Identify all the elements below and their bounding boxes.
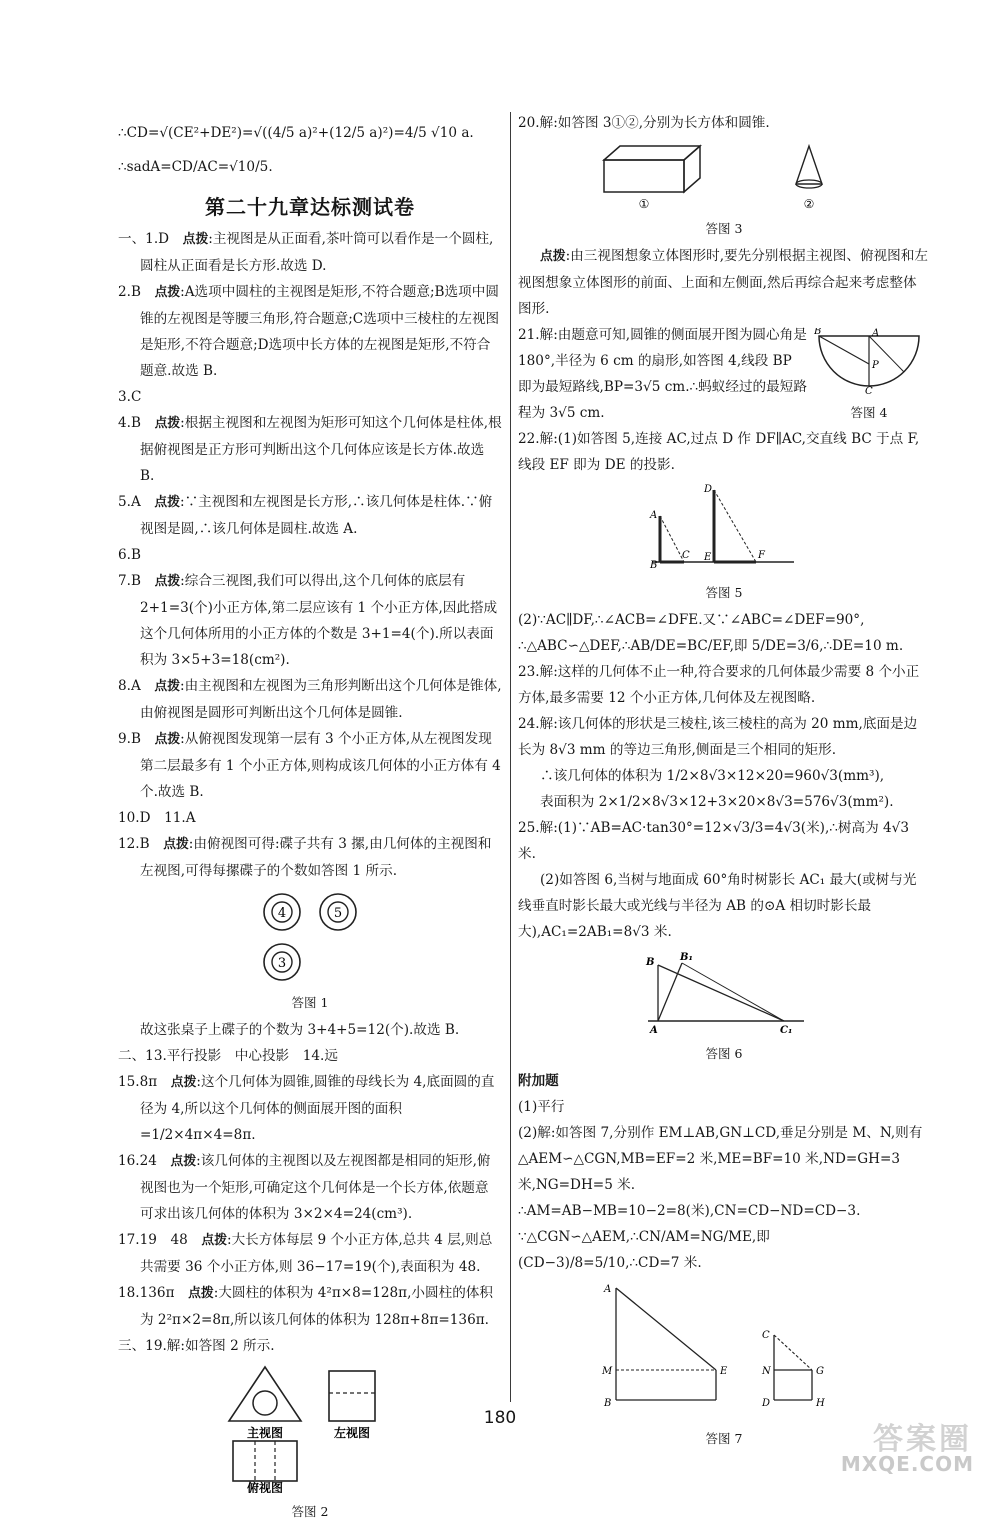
cuboid-label: ①	[638, 197, 650, 210]
figure-5-caption: 答图 5	[705, 585, 743, 600]
fig6-C1: C₁	[780, 1025, 793, 1035]
answer-24: 24.解:该几何体的形状是三棱柱,该三棱柱的高为 20 mm,底面是边长为 8√3 mm 的等边三角形,侧面是三个相同的矩形.	[518, 716, 918, 758]
answer-23: 23.解:这样的几何体不止一种,符合要求的几何体最少需要 8 个小正方体,最多需要 12 个小正方体,几何体及左视图略.	[518, 664, 920, 706]
figure-3	[518, 140, 930, 239]
answer-20-hint: 点拨:由三视图想象立体图形时,要先分别根据主视图、俯视图和左视图想象立体图形的前面、上面和左侧面,然后再综合起来考虑整体图形.	[518, 248, 928, 317]
figure-5	[518, 482, 930, 603]
watermark-logo: 答案圈	[873, 1422, 972, 1457]
column-divider	[510, 112, 511, 1402]
tree-pole-diagram	[594, 1280, 854, 1420]
cone-label: ②	[803, 197, 815, 210]
fig6-A: A	[650, 1025, 658, 1035]
fig5-E: E	[704, 552, 712, 563]
sector-diagram	[814, 328, 924, 394]
extra-1: (1)平行	[518, 1099, 565, 1115]
left-column	[118, 110, 502, 1526]
fig7-E: E	[720, 1366, 728, 1377]
figure-2-caption: 答图 2	[291, 1504, 329, 1519]
figure-6-caption: 答图 6	[705, 1046, 743, 1061]
figure-2	[118, 1363, 502, 1522]
fig5-A: A	[650, 510, 658, 521]
answer-20: 20.解:如答图 3①②,分别为长方体和圆锥.	[518, 115, 770, 131]
label-A: A	[872, 328, 880, 339]
fig7-C: C	[762, 1330, 770, 1341]
fig6-B1: B₁	[680, 952, 693, 963]
answer-12-conclusion: 故这张桌子上碟子的个数为 3+4+5=12(个).故选 B.	[140, 1022, 460, 1038]
answer-10-11: 10.D 11.A	[118, 810, 196, 826]
plate-label-4: 4	[277, 906, 287, 921]
three-views-diagram	[225, 1363, 395, 1493]
answer-17: 17.19 48 点拨:大长方体每层 9 个小正方体,总共 4 层,则总共需要 36 个小正方体,则 36−17=19(个),表面积为 48.	[118, 1232, 493, 1275]
answer-19: 三、19.解:如答图 2 所示.	[118, 1338, 275, 1354]
tree-shadow-diagram	[634, 949, 814, 1035]
figure-7-caption: 答图 7	[705, 1431, 743, 1446]
figure-6	[518, 949, 930, 1064]
answer-13-14: 二、13.平行投影 中心投影 14.远	[118, 1048, 338, 1064]
answer-9: 9.B 点拨:从俯视图发现第一层有 3 个小正方体,从左视图发现第二层最多有 1 个小正方体,则构成该几何体的小正方体有 4 个.故选 B.	[118, 731, 501, 800]
answer-15: 15.8π 点拨:这个几何体为圆锥,圆锥的母线长为 4,底面圆的直径为 4,所以这个几何体的侧面展开图的面积=1/2×4π×4=8π.	[118, 1074, 495, 1143]
fig5-B: B	[650, 560, 658, 571]
fig6-B: B	[646, 957, 655, 968]
fig7-M: M	[602, 1366, 613, 1377]
answer-16: 16.24 点拨:该几何体的主视图以及左视图都是相同的矩形,俯视图也为一个矩形,可确定这个几何体是一个长方体,依题意可求出该几何体的体积为 3×2×4=24(cm³).	[118, 1153, 491, 1222]
chapter-title: 第二十九章达标测试卷	[205, 195, 415, 219]
figure-3-caption: 答图 3	[705, 221, 743, 236]
fig7-D: D	[762, 1398, 771, 1409]
label-P: P	[872, 360, 879, 371]
shadow-diagram	[644, 482, 804, 574]
answer-21-block	[518, 322, 930, 426]
fig7-H: H	[816, 1398, 825, 1409]
answer-7: 7.B 点拨:综合三视图,我们可以得出,这个几何体的底层有 2+1=3(个)小正方体,第二层应该有 1 个小正方体,因此搭成这个几何体所用的小正方体的个数是 3+1=4(个).所以表面积为 3×5+3=18(cm²).	[118, 573, 498, 668]
answer-6: 6.B	[118, 547, 141, 563]
answer-2: 2.B 点拨:A选项中圆柱的主视图是矩形,不符合题意;B选项中圆锥的左视图是等腰三角形,符合题意;C选项中三棱柱的左视图是矩形,不符合题意;D选项中长方体的左视图是矩形,不符合题意.故选 B.	[118, 284, 500, 379]
figure-1	[118, 888, 502, 1013]
plates-diagram	[250, 888, 370, 984]
fig7-G: G	[816, 1366, 824, 1377]
answer-3: 3.C	[118, 389, 142, 405]
answer-8: 8.A 点拨:由主视图和左视图为三角形判断出这个几何体是锥体,由俯视图是圆形可判断出这个几何体是圆锥.	[118, 678, 502, 721]
figure-4	[814, 328, 924, 423]
fig5-F: F	[758, 550, 765, 561]
label-B: B	[814, 328, 822, 337]
answer-25: 25.解:(1)∵AB=AC·tan30°=12×√3/3=4√3(米),∴树高为 4√3 米.	[518, 820, 909, 862]
fig7-N: N	[762, 1366, 771, 1377]
answer-22: 22.解:(1)如答图 5,连接 AC,过点 D 作 DF∥AC,交直线 BC 于点 F,线段 EF 即为 DE 的投影.	[518, 431, 920, 473]
extra-3: ∴AM=AB−MB=10−2=8(米),CN=CD−ND=CD−3.	[518, 1203, 861, 1219]
extra-2: (2)解:如答图 7,分别作 EM⊥AB,GN⊥CD,垂足分别是 M、N,则有△AEM∽△CGN,MB=EF=2 米,ME=BF=10 米,ND=GH=3 米,NG=DH=5 米.	[518, 1125, 923, 1193]
answer-1: 一、1.D 点拨:主视图是从正面看,茶叶筒可以看作是一个圆柱,圆柱从正面看是长方形.故选 D.	[118, 231, 494, 274]
answer-21: 21.解:由题意可知,圆锥的侧面展开图为圆心角是 180°,半径为 6 cm 的扇形,如答图 4,线段 BP 即为最短路线,BP=3√5 cm.∴蚂蚁经过的最短路程为 3√5 cm.	[518, 327, 807, 421]
plate-label-3: 3	[277, 956, 287, 971]
answer-22-part3: ∴△ABC∽△DEF,∴AB/DE=BC/EF,即 5/DE=3/6,∴DE=10 m.	[518, 638, 904, 654]
fig7-B: B	[604, 1398, 612, 1409]
answer-24-area: 表面积为 2×1/2×8√3×12+3×20×8√3=576√3(mm²).	[540, 794, 894, 810]
answer-25-part2: (2)如答图 6,当树与地面成 60°角时树影长 AC₁ 最大(或树与光线垂直时影长最大或光线与半径为 AB 的⊙A 相切时影长最大),AC₁=2AB₁=8√3 米.	[518, 872, 917, 940]
main-view-label: 主视图	[246, 1426, 284, 1440]
cuboid-cone-diagram	[594, 140, 854, 210]
answer-18: 18.136π 点拨:大圆柱的体积为 4²π×8=128π,小圆柱的体积为 2²π×2=8π,所以该几何体的体积为 128π+8π=136π.	[118, 1285, 493, 1328]
answer-12: 12.B 点拨:由俯视图可得:碟子共有 3 摞,由几何体的主视图和左视图,可得每摞碟子的个数如答图 1 所示.	[118, 836, 492, 879]
answer-24-volume: ∴该几何体的体积为 1/2×8√3×12×20=960√3(mm³),	[540, 768, 885, 784]
extra-4: ∵△CGN∽△AEM,∴CN/AM=NG/ME,即 (CD−3)/8=5/10,∴CD=7 米.	[518, 1229, 770, 1271]
label-C: C	[865, 386, 873, 394]
answer-4: 4.B 点拨:根据主视图和左视图为矩形可知这个几何体是柱体,根据俯视图是正方形可判断出这个几何体应该是长方体.故选 B.	[118, 415, 502, 484]
figure-4-caption: 答图 4	[850, 405, 888, 420]
right-column	[518, 110, 930, 1453]
fig5-C: C	[682, 550, 690, 561]
answer-5: 5.A 点拨:∵主视图和左视图是长方形,∴该几何体是柱体.∵俯视图是圆,∴该几何体是圆柱.故选 A.	[118, 494, 493, 537]
figure-1-caption: 答图 1	[291, 995, 329, 1010]
page-number: 180	[483, 1408, 517, 1428]
fig5-D: D	[704, 484, 713, 495]
formula-cd: ∴CD=√(CE²+DE²)=√((4/5 a)²+(12/5 a)²)=4/5 √10 a.	[118, 125, 474, 141]
formula-sad: ∴sadA=CD/AC=√10/5.	[118, 159, 273, 175]
extra-title: 附加题	[518, 1073, 559, 1089]
answer-22-part2: (2)∵AC∥DF,∴∠ACB=∠DFE.又∵∠ABC=∠DEF=90°,	[518, 612, 865, 628]
left-view-label: 左视图	[333, 1426, 371, 1440]
watermark-url: MXQE.COM	[840, 1452, 974, 1476]
plate-label-5: 5	[333, 906, 343, 921]
top-view-label: 俯视图	[246, 1481, 284, 1493]
fig7-A: A	[604, 1284, 612, 1295]
